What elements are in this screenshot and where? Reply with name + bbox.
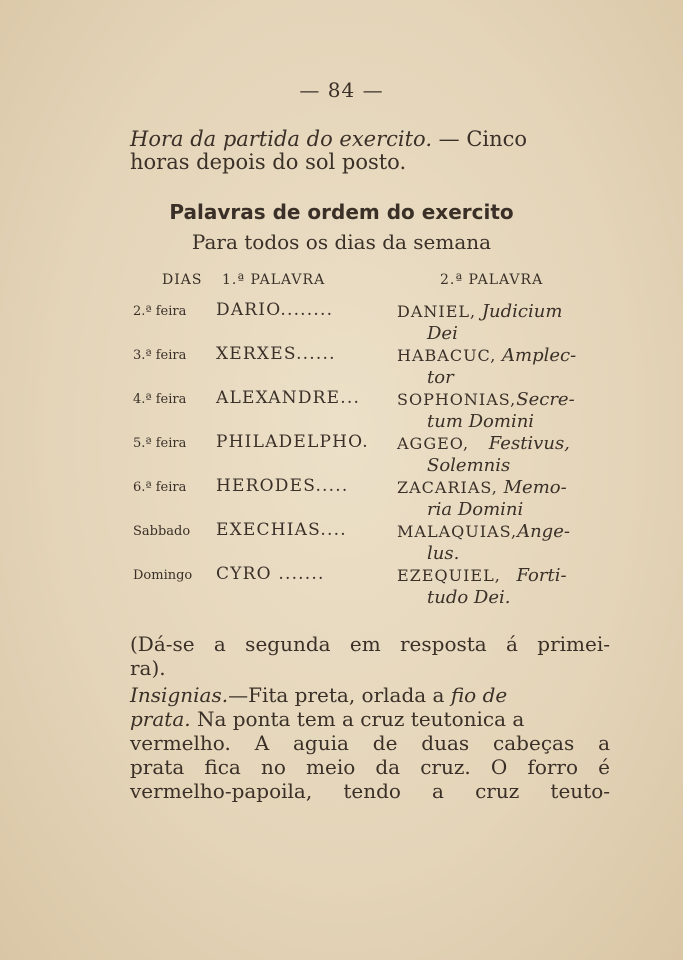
second-word-latin: Judicium: [481, 301, 563, 322]
second-word-latin: Festivus,: [488, 433, 570, 454]
row-day: 5.ª feira: [133, 436, 187, 451]
insignias-text: —Fita preta, orlada a: [228, 683, 451, 707]
row-day: Domingo: [133, 568, 193, 583]
second-word-latin: Forti-: [516, 565, 567, 586]
second-word-latin-cont: Dei: [427, 323, 458, 344]
insignias-italic: prata.: [130, 707, 191, 731]
second-word-latin: Amplec-: [502, 345, 577, 366]
row-second-word: [397, 521, 570, 565]
second-word-name: ZACARIAS,: [397, 478, 498, 497]
insignias-text: Na ponta tem a cruz teutonica a: [190, 707, 525, 731]
insignias-italic: fio de: [450, 683, 508, 707]
second-word-name: SOPHONIAS,: [397, 390, 517, 409]
row-second-word: [397, 345, 576, 389]
row-second-word: [397, 301, 562, 345]
note-text-cont: ra).: [130, 656, 166, 680]
row-first-word: HERODES.....: [216, 476, 349, 496]
second-word-name: MALAQUIAS,: [397, 522, 518, 541]
insignias-line-5: [130, 779, 610, 803]
insignias-line-4: [130, 755, 610, 779]
note-line-1: [130, 632, 610, 656]
second-word-latin-cont: tor: [427, 367, 454, 388]
insignias-text: vermelho. A aguia de duas cabeças a: [130, 731, 610, 755]
page-number: — 84 —: [299, 78, 384, 102]
insignias-text: prata fica no meio da cruz. O forro é: [130, 755, 610, 779]
header-rest: — Cinco: [432, 127, 528, 151]
second-word-latin-cont: lus.: [427, 543, 460, 564]
second-word-name: AGGEO,: [397, 434, 470, 453]
insignias-line-3: [130, 731, 610, 755]
row-second-word: [397, 565, 567, 609]
column-header-segunda: 2.ª PALAVRA: [440, 272, 544, 288]
second-word-name: DANIEL,: [397, 302, 477, 321]
row-second-word: [397, 433, 570, 477]
insignias-label: Insignias.: [130, 683, 229, 707]
second-word-latin-cont: ria Domini: [427, 499, 524, 520]
note-text: (Dá-se a segunda em resposta á primei-: [130, 632, 610, 656]
second-word-name: EZEQUIEL,: [397, 566, 501, 585]
insignias-line-1: [130, 683, 610, 707]
row-first-word: XERXES......: [216, 344, 336, 364]
row-day: 6.ª feira: [133, 480, 187, 495]
row-first-word: DARIO........: [216, 300, 334, 320]
second-word-latin: Memo-: [503, 477, 567, 498]
insignias-text: vermelho-papoila, tendo a cruz teuto-: [130, 779, 610, 803]
second-word-latin-cont: tum Domini: [427, 411, 535, 432]
row-first-word: EXECHIAS....: [216, 520, 347, 540]
column-header-dias: DIAS: [162, 272, 203, 288]
insignias-line-2: [130, 707, 610, 731]
section-subheading: Para todos os dias da semana: [191, 230, 492, 254]
row-day: Sabbado: [133, 524, 191, 539]
second-word-latin-cont: Solemnis: [427, 455, 511, 476]
row-first-word: CYRO .......: [216, 564, 325, 584]
second-word-latin-cont: tudo Dei.: [427, 587, 511, 608]
row-day: 3.ª feira: [133, 348, 187, 363]
header-italic: Hora da partida do exercito.: [130, 127, 432, 151]
second-word-name: HABACUC,: [397, 346, 497, 365]
row-day: 2.ª feira: [133, 304, 187, 319]
row-second-word: [397, 477, 567, 521]
row-second-word: [397, 389, 575, 433]
row-first-word: PHILADELPHO.: [216, 432, 369, 452]
header-line-2: horas depois do sol posto.: [130, 150, 407, 174]
header-line-1: [130, 128, 608, 151]
second-word-latin: Secre-: [516, 389, 575, 410]
row-first-word: ALEXANDRE...: [216, 388, 361, 408]
note-line-2: [130, 656, 610, 680]
row-day: 4.ª feira: [133, 392, 187, 407]
column-header-primeira: 1.ª PALAVRA: [222, 272, 326, 288]
section-heading: Palavras de ordem do exercito: [169, 200, 514, 224]
second-word-latin: Ange-: [517, 521, 570, 542]
